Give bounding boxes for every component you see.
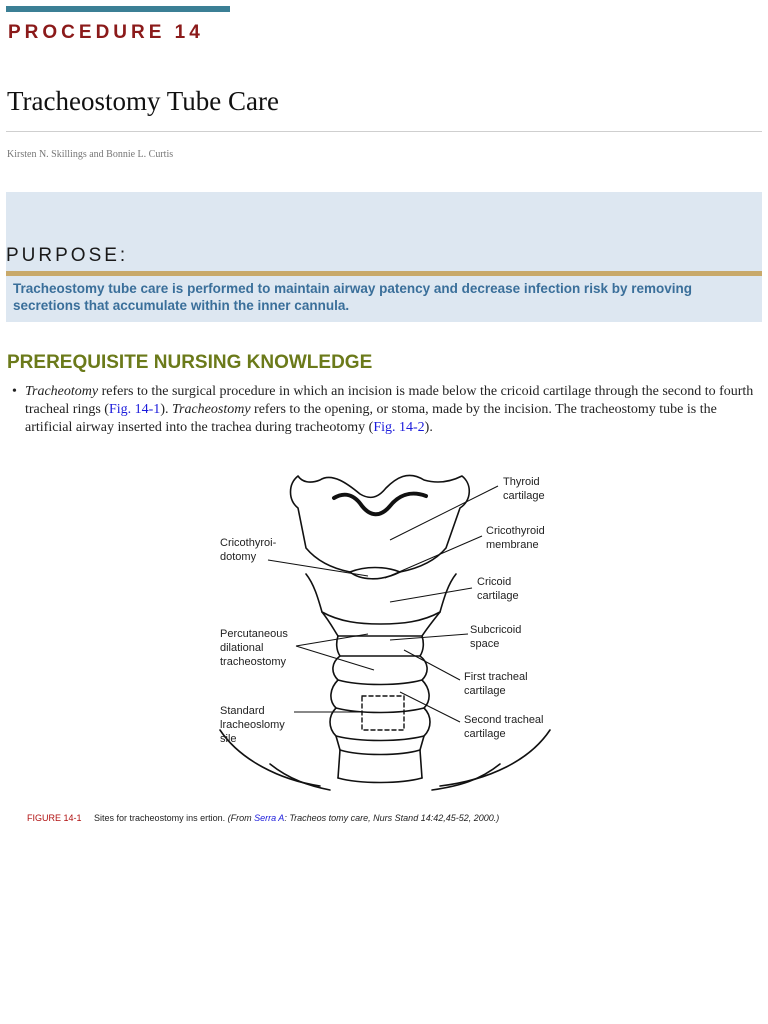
prerequisite-paragraph bbox=[12, 383, 760, 437]
purpose-text: Tracheostomy tube care is performed to maintain airway patency and decrease infection risk by removing secretions that accumulate within the inner cannula. bbox=[13, 281, 692, 313]
purpose-heading: PURPOSE: bbox=[6, 245, 129, 266]
caption-from: (From bbox=[227, 813, 252, 823]
title-divider bbox=[6, 131, 762, 132]
label-percutaneous-3: tracheostomy bbox=[220, 656, 287, 668]
figure-caption bbox=[27, 813, 499, 823]
figure-labels bbox=[220, 476, 545, 745]
authors-line: Kirsten N. Skillings and Bonnie L. Curtis bbox=[7, 149, 174, 160]
prerequisite-heading: PREREQUISITE NURSING KNOWLEDGE bbox=[7, 352, 373, 373]
fig-14-1-link[interactable]: Fig. 14-1 bbox=[108, 402, 161, 417]
caption-text: Sites for tracheostomy ins ertion. bbox=[94, 813, 226, 823]
paragraph-text-3: refers to the opening, or stoma, made by the incision. The tracheostomy tube is the artificial airway inserted into the trachea during tracheotomy ( bbox=[25, 402, 717, 435]
caption-author-link[interactable]: Serra A bbox=[254, 813, 285, 823]
label-standard-1: Standard bbox=[220, 705, 265, 717]
fig-14-2-link[interactable]: Fig. 14-2 bbox=[373, 420, 425, 435]
paragraph-text-4: ). bbox=[424, 420, 433, 435]
caption-source: : Tracheos tomy care, Nurs Stand 14:42,45-52, 2000.) bbox=[284, 813, 500, 823]
page-title: Tracheostomy Tube Care bbox=[7, 86, 280, 116]
paragraph-body bbox=[25, 383, 760, 437]
term-tracheostomy: Tracheostomy bbox=[171, 402, 251, 417]
caption-figure-number: FIGURE 14-1 bbox=[27, 813, 82, 823]
label-cricotomy-2: dotomy bbox=[220, 551, 257, 563]
label-second-2: cartilage bbox=[464, 728, 506, 740]
purpose-divider bbox=[6, 271, 762, 276]
label-cricoid-1: Cricoid bbox=[477, 576, 512, 588]
label-first-2: cartilage bbox=[464, 685, 506, 697]
label-first-1: First tracheal bbox=[464, 671, 528, 683]
label-percutaneous-1: Percutaneous bbox=[220, 628, 288, 640]
label-cricoid-2: cartilage bbox=[477, 590, 519, 602]
top-accent-bar bbox=[6, 6, 230, 12]
label-standard-3: sile bbox=[220, 733, 237, 745]
label-thyroid-2: cartilage bbox=[503, 490, 545, 502]
label-cricotomy-1: Cricothyroi- bbox=[220, 537, 277, 549]
label-thyroid-1: Thyroid bbox=[503, 476, 540, 488]
procedure-label: PROCEDURE 14 bbox=[8, 22, 204, 43]
term-tracheotomy: Tracheotomy bbox=[25, 384, 99, 399]
label-cricothyroid-2: membrane bbox=[486, 539, 539, 551]
bullet-marker: • bbox=[12, 384, 17, 399]
label-standard-2: lracheoslomy bbox=[220, 719, 285, 731]
larynx-trachea-figure bbox=[210, 464, 560, 796]
paragraph-text-2: ). bbox=[160, 402, 172, 417]
label-percutaneous-2: dilational bbox=[220, 642, 264, 654]
label-subcricoid-1: Subcricoid bbox=[470, 624, 522, 636]
label-subcricoid-2: space bbox=[470, 638, 500, 650]
paragraph-text-1: refers to the surgical procedure in which an incision is made below the cricoid cartilage through the second to fourth tracheal rings ( bbox=[25, 384, 754, 417]
label-cricothyroid-1: Cricothyroid bbox=[486, 525, 545, 537]
label-second-1: Second tracheal bbox=[464, 714, 544, 726]
